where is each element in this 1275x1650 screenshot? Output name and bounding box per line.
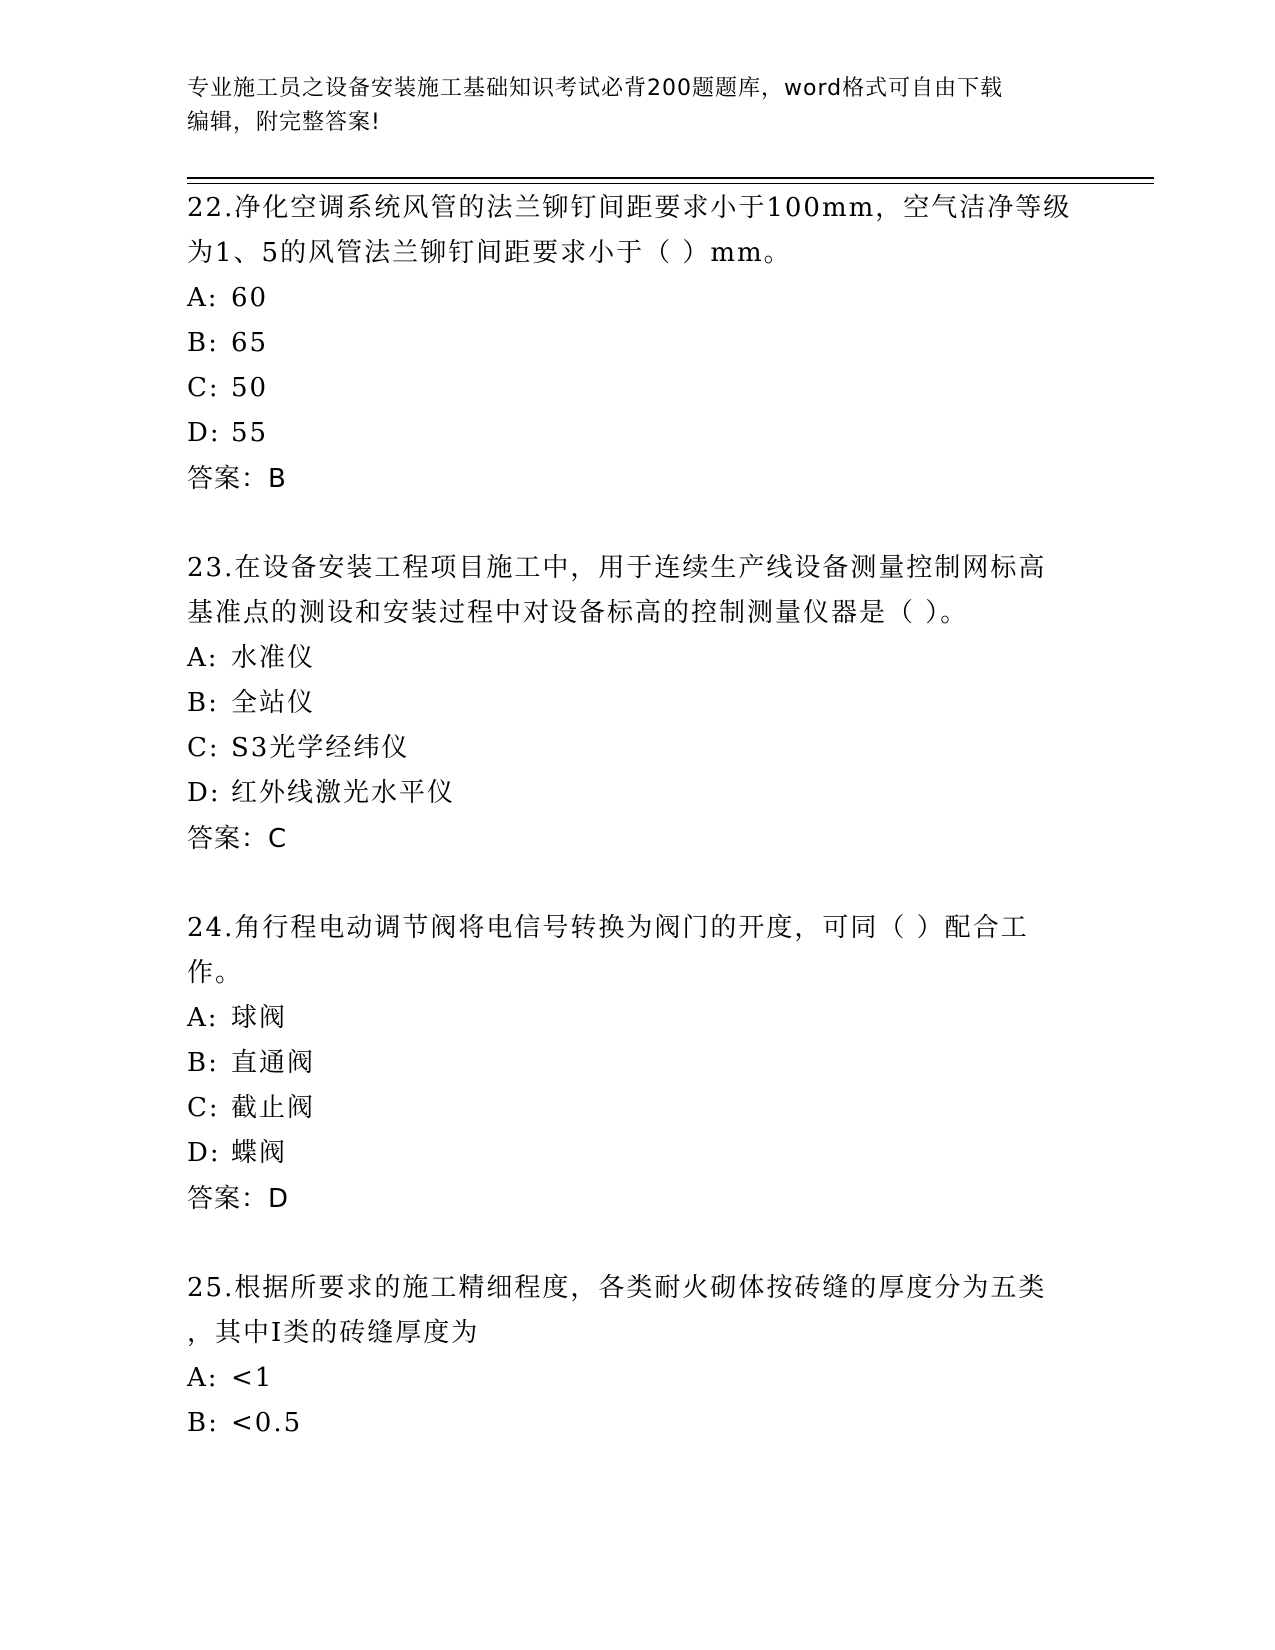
option-label: D: xyxy=(187,1138,221,1168)
option-d xyxy=(187,411,1087,456)
question-text-line: 25.根据所要求的施工精细程度，各类耐火砌体按砖缝的厚度分为五类 xyxy=(187,1273,1047,1303)
option-d xyxy=(187,771,1087,816)
option-text: S3光学经纬仪 xyxy=(231,733,410,763)
question-25 xyxy=(187,1266,1087,1446)
option-text: 55 xyxy=(231,418,269,448)
option-label: A: xyxy=(187,283,219,313)
option-text: 截止阀 xyxy=(231,1093,316,1123)
option-a xyxy=(187,1356,1087,1401)
option-a xyxy=(187,996,1087,1041)
question-text-line: 为1、5的风管法兰铆钉间距要求小于（ ）mm。 xyxy=(187,238,792,268)
option-text: 50 xyxy=(231,373,269,403)
option-text: <0.5 xyxy=(231,1408,303,1438)
question-text-line: 22.净化空调系统风管的法兰铆钉间距要求小于100mm，空气洁净等级 xyxy=(187,193,1072,223)
option-label: B: xyxy=(187,328,219,358)
option-c xyxy=(187,726,1087,771)
answer-line: 答案：B xyxy=(187,464,287,494)
answer-line: 答案：C xyxy=(187,824,288,854)
option-text: 直通阀 xyxy=(231,1048,316,1078)
option-label: C: xyxy=(187,1093,220,1123)
option-text: <1 xyxy=(231,1363,274,1393)
option-label: B: xyxy=(187,1408,219,1438)
option-d xyxy=(187,1131,1087,1176)
question-text-line: 23.在设备安装工程项目施工中，用于连续生产线设备测量控制网标高 xyxy=(187,553,1047,583)
question-text-line: 24.角行程电动调节阀将电信号转换为阀门的开度，可同（ ）配合工 xyxy=(187,913,1029,943)
option-b xyxy=(187,321,1087,366)
question-text-line: ，其中I类的砖缝厚度为 xyxy=(187,1318,480,1348)
option-label: A: xyxy=(187,1003,219,1033)
option-label: D: xyxy=(187,418,221,448)
option-text: 红外线激光水平仪 xyxy=(231,778,456,808)
header-line-2: 编辑，附完整答案! xyxy=(187,110,381,135)
document-header xyxy=(187,72,1067,140)
option-text: 蝶阀 xyxy=(231,1138,288,1168)
question-24 xyxy=(187,906,1087,1222)
question-22 xyxy=(187,186,1087,502)
option-b xyxy=(187,1041,1087,1086)
option-label: B: xyxy=(187,1048,219,1078)
option-label: A: xyxy=(187,1363,219,1393)
option-b xyxy=(187,681,1087,726)
header-line-1: 专业施工员之设备安装施工基础知识考试必背200题题库，word格式可自由下载 xyxy=(187,76,1004,101)
option-text: 水准仪 xyxy=(231,643,316,673)
question-text-line: 基准点的测设和安装过程中对设备标高的控制测量仪器是（ ）。 xyxy=(187,598,969,628)
option-c xyxy=(187,1086,1087,1131)
option-text: 65 xyxy=(231,328,269,358)
option-b xyxy=(187,1401,1087,1446)
header-divider-thick xyxy=(187,177,1154,179)
option-a xyxy=(187,636,1087,681)
option-text: 球阀 xyxy=(231,1003,288,1033)
option-text: 60 xyxy=(231,283,269,313)
option-c xyxy=(187,366,1087,411)
option-label: C: xyxy=(187,373,220,403)
option-a xyxy=(187,276,1087,321)
option-label: A: xyxy=(187,643,219,673)
answer-line: 答案：D xyxy=(187,1184,290,1214)
option-text: 全站仪 xyxy=(231,688,316,718)
option-label: C: xyxy=(187,733,220,763)
option-label: D: xyxy=(187,778,221,808)
question-text-line: 作。 xyxy=(187,958,244,988)
header-divider-thin xyxy=(187,183,1154,184)
option-label: B: xyxy=(187,688,219,718)
question-23 xyxy=(187,546,1087,862)
